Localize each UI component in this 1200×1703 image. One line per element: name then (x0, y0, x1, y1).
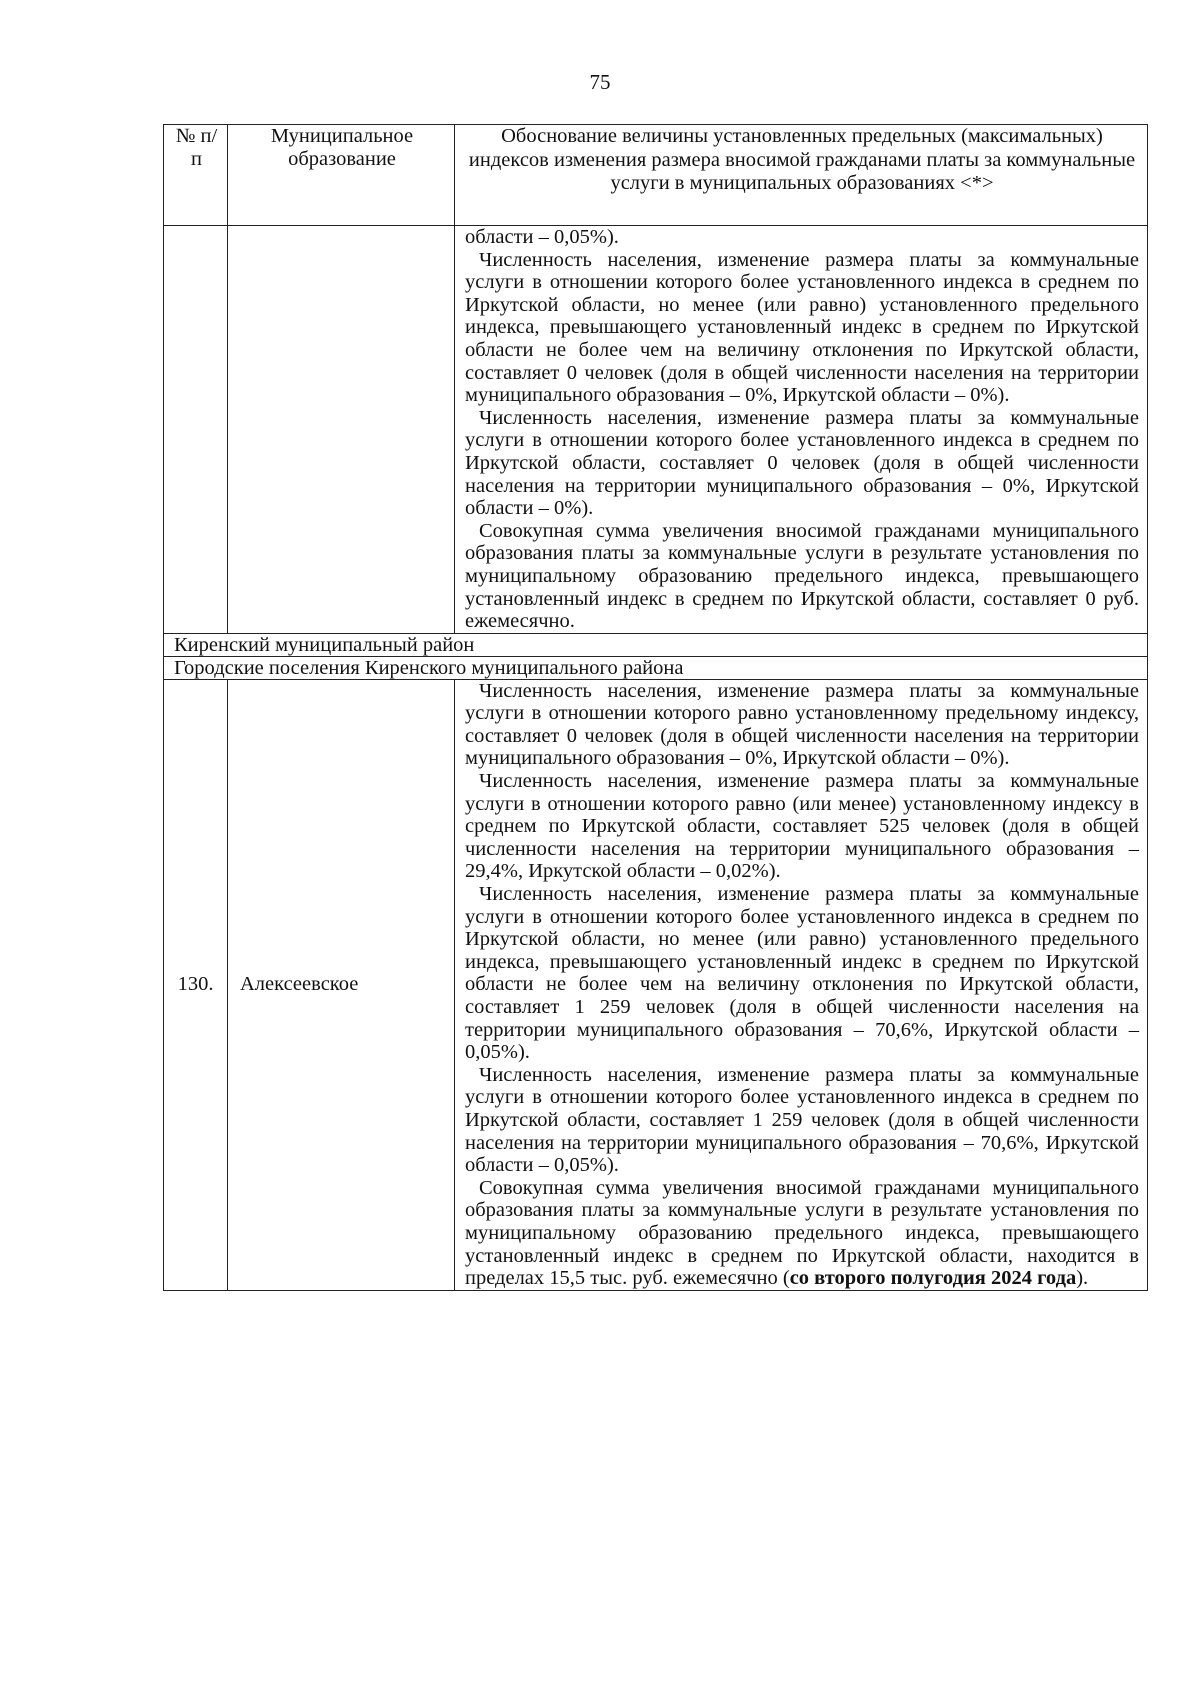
paragraph: Численность населения, изменение размера платы за коммунальные услуги в отношении которого более установленного индекса в среднем по Иркутской области, но менее (или равно) установленного предельного индекса, превышающего установленный индекс в среднем по Иркутской области не более чем на величину отклонения по Иркутской области, составляет 0 человек (доля в общей численности населения на территории муниципального образования – 0%, Иркутской области – 0%). (465, 248, 1139, 407)
paragraph: Численность населения, изменение размера платы за коммунальные услуги в отношении которого равно установленному предельному индексу, составляет 0 человек (доля в общей численности населения на территории муниципального образования – 0%, Иркутской области – 0%). (465, 679, 1139, 770)
table-row (164, 679, 1148, 1290)
tariff-index-table (163, 124, 1148, 1291)
total-text: Совокупная сумма увеличения вносимой гражданами муниципального образования платы за коммунальные услуги в результате установления по муниципальному образованию предельного индекса, превышающего установленный индекс в среднем по Иркутской области, находится в пределах 15,5 тыс. руб. ежемесячно ( (465, 1176, 1139, 1290)
table-row-continued (164, 226, 1148, 634)
paragraph: Численность населения, изменение размера платы за коммунальные услуги в отношении которого более установленного индекса в среднем по Иркутской области, составляет 1 259 человек (доля в общей численности населения на территории муниципального образования – 70,6%, Иркутской области – 0,05%). (465, 1063, 1139, 1177)
district-row (164, 633, 1148, 656)
header-justification: Обоснование величины установленных предельных (максимальных) индексов изменения размера вносимой гражданами платы за коммунальные услуги в муниципальных образованиях <*> (455, 125, 1148, 226)
total-period: со второго полугодия 2024 года (789, 1267, 1077, 1290)
cell-number-empty (164, 226, 228, 634)
paragraph: Совокупная сумма увеличения вносимой гражданами муниципального образования платы за коммунальные услуги в результате установления по муниципальному образованию предельного индекса, превышающего установленный индекс в среднем по Иркутской области, составляет 0 руб. ежемесячно. (465, 519, 1139, 633)
cell-municipality-empty (228, 226, 455, 634)
paragraph: области – 0,05%). (465, 226, 619, 248)
paragraph: Численность населения, изменение размера платы за коммунальные услуги в отношении которого равно (или менее) установленному индексу в среднем по Иркутской области, составляет 525 человек (доля в общей численности населения на территории муниципального образования – 29,4%, Иркутской области – 0,02%). (465, 770, 1139, 883)
header-number: № п/п (164, 125, 228, 226)
paragraph-total (465, 1177, 1139, 1290)
table-header-row (164, 125, 1148, 226)
settlement-group-title: Городские поселения Киренского муниципального района (164, 656, 1148, 679)
settlement-group-row (164, 656, 1148, 679)
cell-justification-continued (455, 226, 1148, 634)
row-number: 130. (164, 679, 228, 1290)
total-end: ). (1076, 1267, 1089, 1290)
paragraph: Численность населения, изменение размера платы за коммунальные услуги в отношении которого более установленного индекса в среднем по Иркутской области, составляет 0 человек (доля в общей численности населения на территории муниципального образования – 0%, Иркутской области – 0%). (465, 406, 1139, 520)
page-number: 75 (589, 70, 611, 94)
row-justification (455, 679, 1148, 1290)
row-municipality: Алексеевское (228, 679, 455, 1290)
district-title: Киренский муниципальный район (164, 633, 1148, 656)
paragraph: Численность населения, изменение размера платы за коммунальные услуги в отношении которого более установленного индекса в среднем по Иркутской области, но менее (или равно) установленного предельного индекса, превышающего установленный индекс в среднем по Иркутской области не более чем на величину отклонения по Иркутской области, составляет 1 259 человек (доля в общей численности населения на территории муниципального образования – 70,6%, Иркутской области – 0,05%). (465, 883, 1139, 1064)
header-municipality: Муниципальное образование (228, 125, 455, 226)
